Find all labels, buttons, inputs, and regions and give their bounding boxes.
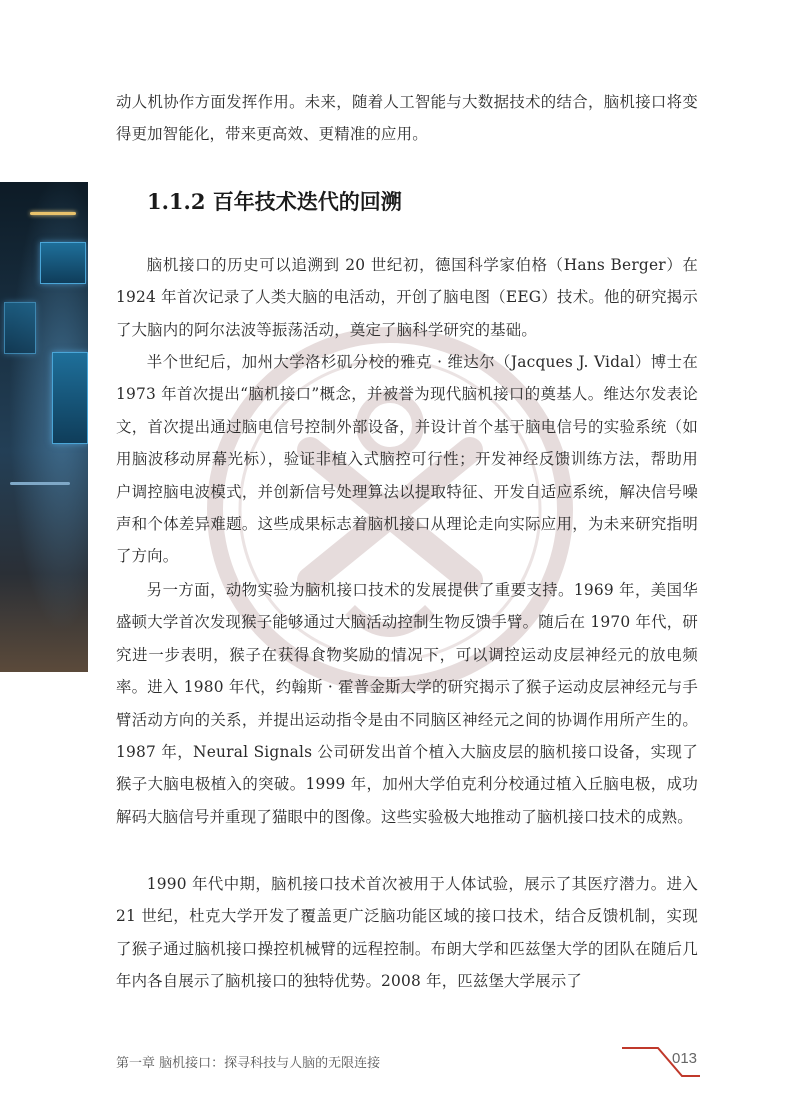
paragraph: 1990 年代中期，脑机接口技术首次被用于人体试验，展示了其医疗潜力。进入 21 世纪，杜克大学开发了覆盖更广泛脑功能区域的接口技术，结合反馈机制，实现了猴子通过脑机接口操控机械臂的远程控制。布朗大学和匹兹堡大学的团队在随后几年内各自展示了脑机接口的独特优势。2008 年，匹兹堡大学展示了 [116,875,698,991]
monitor-graphic [40,242,86,284]
paragraph: 半个世纪后，加州大学洛杉矶分校的雅克 · 维达尔（Jacques J. Vidal）博士在 1973 年首次提出“脑机接口”概念，并被誉为现代脑机接口的奠基人。维达尔发表论文，首次提出通过脑电信号控制外部设备，并设计首个基于脑电信号的实验系统（如用脑波移动屏幕光标），验证非植入式脑控可行性；开发神经反馈训练方法，帮助用户调控脑电波模式，并创新信号处理算法以提取特征、开发自适应系统，解决信号噪声和个体差异难题。这些成果标志着脑机接口从理论走向实际应用，为未来研究指明了方向。 [116,353,698,566]
desk-edge [10,482,70,485]
paragraph: 脑机接口的历史可以追溯到 20 世纪初，德国科学家伯格（Hans Berger）在 1924 年首次记录了人类大脑的电活动，开创了脑电图（EEG）技术。他的研究揭示了大脑内的阿尔法波等振荡活动，奠定了脑科学研究的基础。 [116,256,698,339]
chapter-footer: 第一章 脑机接口：探寻科技与人脑的无限连接 [116,1056,381,1071]
section-heading: 1.1.2 百年技术迭代的回溯 [147,189,402,214]
paragraph-intro: 动人机协作方面发挥作用。未来，随着人工智能与大数据技术的结合，脑机接口将变得更加智能化，带来更高效、更精准的应用。 [116,93,698,144]
ceiling-light [30,212,76,215]
page-number: 013 [672,1050,698,1067]
monitor-graphic [52,352,88,444]
monitor-graphic [4,302,36,354]
paragraph: 另一方面，动物实验为脑机接口技术的发展提供了重要支持。1969 年，美国华盛顿大学首次发现猴子能够通过大脑活动控制生物反馈手臂。随后在 1970 年代，研究进一步表明，猴子在获得食物奖励的情况下，可以调控运动皮层神经元的放电频率。进入 1980 年代，约翰斯 · 霍普金斯大学的研究揭示了猴子运动皮层神经元与手臂活动方向的关系，并提出运动指令是由不同脑区神经元之间的协调作用所产生的。1987 年，Neural Signals 公司研发出首个植入大脑皮层的脑机接口设备，实现了猴子大脑电极植入的突破。1999 年，加州大学伯克利分校通过植入丘脑电极，成功解码大脑信号并重现了猫眼中的图像。这些实验极大地推动了脑机接口技术的成熟。 [116,581,698,826]
side-photo-control-room [0,182,88,672]
